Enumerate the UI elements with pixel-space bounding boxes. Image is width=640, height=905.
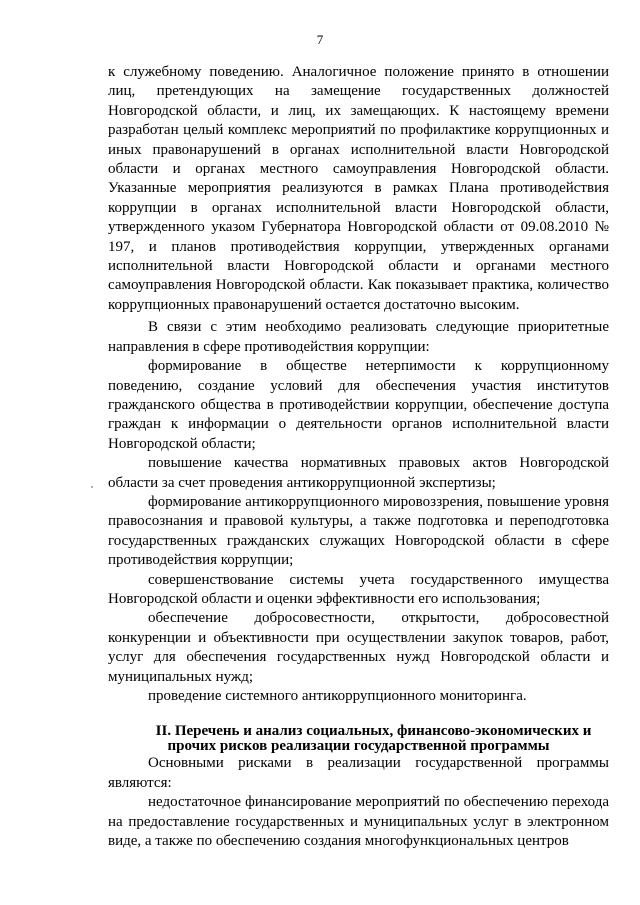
list-item-property: совершенствование системы учета государственного имущества Новгородской области и оценки эффективности его использования; [108, 571, 609, 607]
section-heading [108, 724, 609, 754]
paragraph-intro: к служебному поведению. Аналогичное положение принято в отношении лиц, претендующих на замещение государственных должностей Новгородской области, и лиц, их замещающих. К настоящему времени разработан целый комплекс мероприятий по профилактике коррупционных и иных правонарушений в органах исполнительной власти Новгородской области и органах местного самоуправления Новгородской области. Указанные мероприятия реализуются в рамках Плана противодействия коррупции в органах исполнительной власти Новгородской области, утвержденного указом Губернатора Новгородской области от 09.08.2010 № 197, и планов противодействия коррупции, утвержденных органами исполнительной власти Новгородской области и органами местного самоуправления Новгородской области. Как показывает практика, количество коррупционных правонарушений остается достаточно высоким. [108, 64, 609, 313]
section-heading-line1: II. Перечень и анализ социальных, финансово-экономических и [155, 723, 592, 740]
paragraph-risks-lead: Основными рисками в реализации государственной программы являются: [108, 755, 609, 791]
page-number: 7 [316, 32, 324, 47]
list-item-monitoring: проведение системного антикоррупционного мониторинга. [148, 688, 527, 704]
list-item-intolerance: формирование в обществе нетерпимости к коррупционному поведению, создание условий для обеспечения участия институтов гражданского общества в противодействии коррупции, обеспечение доступа граждан к информации о деятельности органов исполнительной власти Новгородской области; [108, 358, 609, 452]
paragraph-priorities-lead: В связи с этим необходимо реализовать следующие приоритетные направления в сфере противодействия коррупции: [108, 319, 609, 355]
list-item-worldview: формирование антикоррупционного мировоззрения, повышение уровня правосознания и правовой культуры, а также подготовка и переподготовка государственных гражданских служащих Новгородской области в сфере противодействия коррупции; [108, 493, 609, 569]
list-item-legal-acts: повышение качества нормативных правовых актов Новгородской области за счет проведения антикоррупционной экспертизы; [108, 455, 609, 491]
list-item-procurement: обеспечение добросовестности, открытости, добросовестной конкуренции и объективности при осуществлении закупок товаров, работ, услуг для обеспечения государственных нужд Новгородской области и муниципальных нужд; [108, 610, 609, 685]
section-heading-line2: прочих рисков реализации государственной программы [167, 738, 550, 755]
list-item-financing-risk: недостаточное финансирование мероприятий по обеспечению перехода на предоставление государственных и муниципальных услуг в электронном виде, а также по обеспечению создания многофункциональных центров [108, 794, 609, 850]
margin-speck [91, 486, 93, 488]
document-body [108, 63, 609, 851]
